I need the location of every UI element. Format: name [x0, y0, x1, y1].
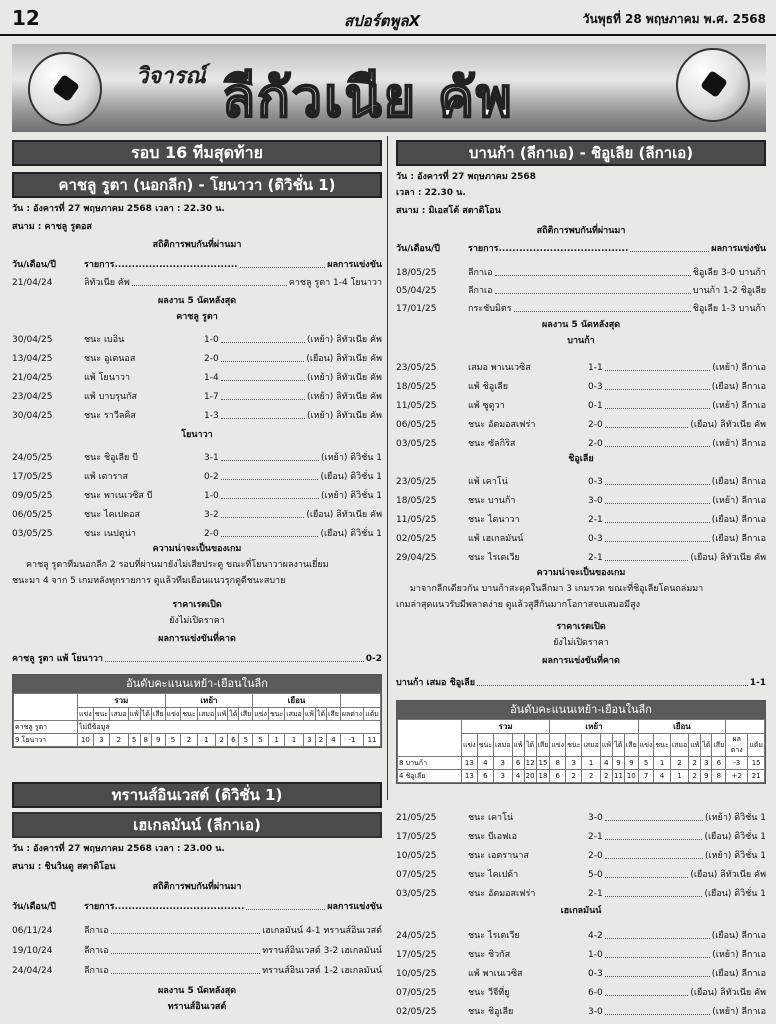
match1-h2h-header: วัน/เดือน/ปี รายการ.................................... ผลการแข่งขัน	[12, 260, 382, 270]
continued-team2-name: เฮเกลมันน์	[560, 906, 602, 916]
standings-col-header: ชนะ	[654, 734, 670, 757]
standings-col-header: ผลต่าง	[726, 734, 748, 757]
form-row: 23/05/25 เสมอ พาเนเวซิส 1-1 (เหย้า) ลีกาเอ	[396, 363, 766, 373]
standings-col-header: เสมอ	[110, 708, 129, 721]
right-team1-form	[396, 356, 766, 451]
right-price-text: ยังไม่เปิดราคา	[553, 638, 609, 648]
table-row: 17/01/25 กระชับมิตร ชิอูเลีย 1-3 บานก้า	[396, 304, 766, 314]
standings-group-header: เยือน	[253, 694, 341, 708]
round-title: รอบ 16 ทีมสุดท้าย	[12, 140, 382, 166]
page-header	[0, 0, 776, 36]
standings-group-header: รวม	[78, 694, 166, 708]
standings-col-header: เสมอ	[494, 734, 512, 757]
standings-col-header: เสีย	[239, 708, 253, 721]
table-row: 24/04/24 ลีกาเอ ทรานส์อินเวสต์ 1-2 เฮเกลมันน์	[12, 966, 382, 976]
form-row: 02/05/25 ชนะ ชิอูเลีย 3-0 (เหย้า) ลีกาเอ	[396, 1007, 766, 1017]
table-row: 8 บานก้า 13 4 3 6 12 15 8 3 1 4 9 9 5 1 2 2 3 6 -3 15	[398, 757, 765, 770]
standings-col-header: แพ้	[128, 708, 140, 721]
match1-price-text: ยังไม่เปิดราคา	[169, 616, 225, 626]
match1-analysis-line2: ชนะมา 4 จาก 5 เกมหลังทุกรายการ ดูแล้วทีมเยือนแนวรุกดูดีชนะสบาย	[12, 576, 286, 586]
match1-prediction: คาชลู รูตา แพ้ โยนาวา 0-2	[12, 654, 382, 664]
match1-price-title: ราคาเรตเปิด	[172, 600, 222, 610]
continued-form2	[396, 924, 766, 1019]
standings-col-header: ชนะ	[268, 708, 284, 721]
table-row: 05/04/25 ลีกาเอ บานก้า 1-2 ชิอูเลีย	[396, 286, 766, 296]
form-row: 07/05/25 ชนะ วีจีที่ยู 6-0 (เยือน) ลิทัวเนีย คัพ	[396, 988, 766, 998]
match1-team1-name: คาชลู รูตา	[176, 312, 218, 322]
form-row: 18/05/25 แพ้ ชิอูเลีย 0-3 (เยือน) ลีกาเอ	[396, 382, 766, 392]
standings-group-header: เหย้า	[165, 694, 253, 708]
right-h2h-header: วัน/เดือน/ปี รายการ...................................... ผลการแข่งขัน	[396, 244, 766, 254]
standings-col-header: แพ้	[216, 708, 228, 721]
form-row: 11/05/25 แพ้ ซูดูวา 0-1 (เหย้า) ลีกาเอ	[396, 401, 766, 411]
standings-title: อันดับคะแนนเหย้า-เยือนในลีก	[397, 701, 765, 719]
table-row: 18/05/25 ลีกาเอ ชิอูเลีย 3-0 บานก้า	[396, 268, 766, 278]
match1-h2h-title: สถิติการพบกันที่ผ่านมา	[152, 240, 242, 250]
form-row: 23/04/25 แพ้ บาบรุนกัส 1-7 (เหย้า) ลิทัวเนีย คัพ	[12, 392, 382, 402]
issue-date: วันพุธที่ 28 พฤษภาคม พ.ศ. 2568	[582, 12, 766, 26]
table-row: 4 ชิอูเลีย 13 6 3 4 20 18 6 2 2 2 11 10 7 4 1 2 9 8 +2 21	[398, 770, 765, 783]
page-number: 12	[12, 6, 40, 30]
form-row: 17/05/25 แพ้ เดาราส 0-2 (เยือน) ดิวิชั่น 1	[12, 472, 382, 482]
match1-standings-table	[12, 674, 382, 748]
form-row: 21/05/25 ชนะ เคาโน่ 3-0 (เหย้า) ดิวิชั่น 1	[396, 813, 766, 823]
table-row: คาชลู รูตา ไม่มีข้อมูล	[14, 721, 381, 734]
match1-team2-form	[12, 446, 382, 541]
standings-col-header: แข่ง	[550, 734, 566, 757]
standings-title: อันดับคะแนนเหย้า-เยือนในลีก	[13, 675, 381, 693]
form-row: 03/05/25 ชนะ อัตมอสเฟร่า 2-1 (เยือน) ดิวิชั่น 1	[396, 889, 766, 899]
match1-venue: สนาม : คาชลู รูตอส	[12, 222, 92, 232]
right-price-title: ราคาเรตเปิด	[556, 622, 606, 632]
right-standings-table	[396, 700, 766, 784]
standings-col-header: เสีย	[536, 734, 550, 757]
match2-h2h-title: สถิติการพบกันที่ผ่านมา	[152, 882, 242, 892]
standings-col-header: ชนะ	[566, 734, 582, 757]
form-row: 24/05/25 ชนะ ไรเตเวีย 4-2 (เยือน) ลีกาเอ	[396, 931, 766, 941]
form-row: 21/04/25 แพ้ โยนาวา 1-4 (เหย้า) ลิทัวเนีย คัพ	[12, 373, 382, 383]
standings-col-header: ได้	[612, 734, 624, 757]
right-h2h-rows	[396, 262, 766, 316]
football-right-icon	[676, 48, 750, 122]
form-row: 10/05/25 ชนะ เอตรานาส 2-0 (เหย้า) ดิวิชั่น 1	[396, 851, 766, 861]
standings-col-header: เสมอ	[670, 734, 688, 757]
right-prediction: บานก้า เสมอ ชิอูเลีย 1-1	[396, 678, 766, 688]
standings-col-header: ผลต่าง	[340, 708, 363, 721]
form-row: 02/05/25 แพ้ เฮเกลมันน์ 0-3 (เยือน) ลีกาเอ	[396, 534, 766, 544]
right-analysis-title: ความน่าจะเป็นของเกม	[536, 568, 626, 578]
right-pred-title: ผลการแข่งขันที่คาด	[542, 656, 620, 666]
form-row: 17/05/25 ชนะ ชิวกัส 1-0 (เหย้า) ลีกาเอ	[396, 950, 766, 960]
match2-date: วัน : อังคารที่ 27 พฤษภาคม 2568 เวลา : 23.00 น.	[12, 844, 225, 854]
standings-group-header: เหย้า	[550, 720, 638, 734]
form-row: 06/05/25 ชนะ อัตมอสเฟร่า 2-0 (เยือน) ลิทัวเนีย คัพ	[396, 420, 766, 430]
form-row: 13/04/25 ชนะ อูเตนอส 2-0 (เยือน) ลิทัวเนีย คัพ	[12, 354, 382, 364]
form-row: 11/05/25 ชนะ ไดนาวา 2-1 (เยือน) ลีกาเอ	[396, 515, 766, 525]
standings-col-header: แต้ม	[364, 708, 381, 721]
right-match-title: บานก้า (ลีกาเอ) - ชิอูเลีย (ลีกาเอ)	[396, 140, 766, 166]
form-row: 03/05/25 ชนะ ซัลกิริส 2-0 (เหย้า) ลีกาเอ	[396, 439, 766, 449]
banner	[12, 44, 766, 132]
form-row: 23/05/25 แพ้ เคาโน่ 0-3 (เยือน) ลีกาเอ	[396, 477, 766, 487]
standings-col-header: เสีย	[327, 708, 341, 721]
standings-col-header: ได้	[701, 734, 712, 757]
match1-title: คาชลู รูตา (นอกลีก) - โยนาวา (ดิวิชั่น 1)	[12, 172, 382, 198]
right-analysis-line1: มาจากลีกเดียวกัน บานก้าสะดุดในลีกมา 3 เกมรวด ขณะที่ชิอูเลียโดนถล่มมา	[410, 584, 704, 594]
standings-group-header: รวม	[462, 720, 550, 734]
form-row: 17/05/25 ชนะ บีเอฟเอ 2-1 (เยือน) ดิวิชั่น 1	[396, 832, 766, 842]
right-venue: สนาม : มิเอสโต้ สตาดิโอน	[396, 206, 501, 216]
right-h2h-title: สถิติการพบกันที่ผ่านมา	[536, 226, 626, 236]
standings-col-header: แข่ง	[165, 708, 181, 721]
football-left-icon	[28, 52, 102, 126]
standings-col-header: แข่ง	[78, 708, 94, 721]
standings-col-header: ได้	[315, 708, 326, 721]
standings-col-header: เสีย	[712, 734, 726, 757]
standings-col-header: แข่ง	[253, 708, 269, 721]
standings-col-header: เสมอ	[197, 708, 216, 721]
standings-col-header: แพ้	[512, 734, 524, 757]
match2-form-title: ผลงาน 5 นัดหลังสุด	[157, 986, 237, 996]
standings-col-header: แพ้	[689, 734, 701, 757]
standings-col-header: เสีย	[624, 734, 638, 757]
match1-form-title: ผลงาน 5 นัดหลังสุด	[157, 296, 237, 306]
standings-col-header: ได้	[524, 734, 536, 757]
form-row: 30/04/25 ชนะ เบอิน 1-0 (เหย้า) ลิทัวเนีย คัพ	[12, 335, 382, 345]
match2-title2: เฮเกลมันน์ (ลีกาเอ)	[12, 812, 382, 838]
standings-group-header: เยือน	[638, 720, 726, 734]
match2-title1: ทรานส์อินเวสต์ (ดิวิชั่น 1)	[12, 782, 382, 808]
right-team2-name: ชิอูเลีย	[568, 454, 594, 464]
standings-col-header: ได้	[140, 708, 151, 721]
right-team1-name: บานก้า	[567, 336, 595, 346]
banner-small-title: วิจารณ์	[136, 64, 206, 89]
column-divider	[387, 136, 388, 800]
right-analysis-line2: เกมล่าสุดแนวรับมีพลาดง่าย ดูแล้วสูสีกันมากโอกาสจบเสมอมีสูง	[396, 600, 640, 610]
form-row: 24/05/25 ชนะ ชิอูเลีย บี 3-1 (เหย้า) ดิวิชั่น 1	[12, 453, 382, 463]
table-row: 9 โยนาวา 10 3 2 5 8 9 5 2 1 2 6 5 5 1 1 3 2 4 -1 11	[14, 734, 381, 747]
standings-col-header: ชนะ	[93, 708, 109, 721]
match2-h2h-rows	[12, 918, 382, 978]
brand-logo: สปอร์ตพูลX	[344, 12, 421, 30]
table-row: 06/11/24 ลีกาเอ เฮเกลมันน์ 4-1 ทรานส์อินเวสต์	[12, 926, 382, 936]
standings-col-header: ชนะ	[477, 734, 493, 757]
banner-big-title: ลีกัวเนีย คัพ	[222, 66, 514, 129]
standings-col-header: เสมอ	[285, 708, 304, 721]
form-row: 10/05/25 แพ้ พาเนเวซิส 0-3 (เยือน) ลีกาเอ	[396, 969, 766, 979]
match2-venue: สนาม : ชินวินดู สตาดิโอน	[12, 862, 116, 872]
form-row: 30/04/25 ชนะ ราวีลคิส 1-3 (เหย้า) ลิทัวเนีย คัพ	[12, 411, 382, 421]
form-row: 06/05/25 ชนะ ไคเปดอส 3-2 (เยือน) ลิทัวเนีย คัพ	[12, 510, 382, 520]
right-team2-form	[396, 470, 766, 565]
match2-h2h-header: วัน/เดือน/ปี รายการ...................................... ผลการแข่งขัน	[12, 902, 382, 912]
form-row: 29/04/25 ชนะ ไรเตเวีย 2-1 (เยือน) ลิทัวเนีย คัพ	[396, 553, 766, 563]
match1-date: วัน : อังคารที่ 27 พฤษภาคม 2568 เวลา : 22.30 น.	[12, 204, 225, 214]
form-row: 07/05/25 ชนะ ไคเปด้า 5-0 (เยือน) ลิทัวเนีย คัพ	[396, 870, 766, 880]
match1-team2-name: โยนาวา	[181, 430, 213, 440]
standings-col-header: แพ้	[600, 734, 612, 757]
standings-col-header: เสมอ	[582, 734, 600, 757]
form-row: 03/05/25 ชนะ เนปตูน่า 2-0 (เยือน) ดิวิชั่น 1	[12, 529, 382, 539]
form-row: 09/05/25 ชนะ พาเนเวซิส บี 1-0 (เหย้า) ดิวิชั่น 1	[12, 491, 382, 501]
standings-col-header: แข่ง	[638, 734, 654, 757]
right-date: วัน : อังคารที่ 27 พฤษภาคม 2568	[396, 172, 536, 182]
standings-col-header: ได้	[228, 708, 239, 721]
form-row: 18/05/25 ชนะ บานก้า 3-0 (เหย้า) ลีกาเอ	[396, 496, 766, 506]
right-time: เวลา : 22.30 น.	[396, 188, 466, 198]
match1-analysis-title: ความน่าจะเป็นของเกม	[152, 544, 242, 554]
standings-col-header: แข่ง	[462, 734, 478, 757]
match1-pred-title: ผลการแข่งขันที่คาด	[158, 634, 236, 644]
table-row: 19/10/24 ลีกาเอ ทรานส์อินเวสต์ 3-2 เฮเกลมันน์	[12, 946, 382, 956]
standings-col-header: เสีย	[151, 708, 165, 721]
continued-form1	[396, 806, 766, 901]
table-row: 21/04/24 ลิทัวเนีย คัพ คาชลู รูตา 1-4 โยนาวา	[12, 278, 382, 288]
right-form-title: ผลงาน 5 นัดหลังสุด	[541, 320, 621, 330]
match1-team1-form	[12, 328, 382, 423]
standings-col-header: ชนะ	[181, 708, 197, 721]
match2-team1-name: ทรานส์อินเวสต์	[167, 1002, 227, 1012]
standings-col-header: แต้ม	[748, 734, 765, 757]
match1-analysis-line1: คาชลู รูตาทีมนอกลีก 2 รอบที่ผ่านมายังไม่เสียประตู ขณะที่โยนาวาผลงานเยี่ยม	[26, 560, 329, 570]
standings-col-header: แพ้	[303, 708, 315, 721]
